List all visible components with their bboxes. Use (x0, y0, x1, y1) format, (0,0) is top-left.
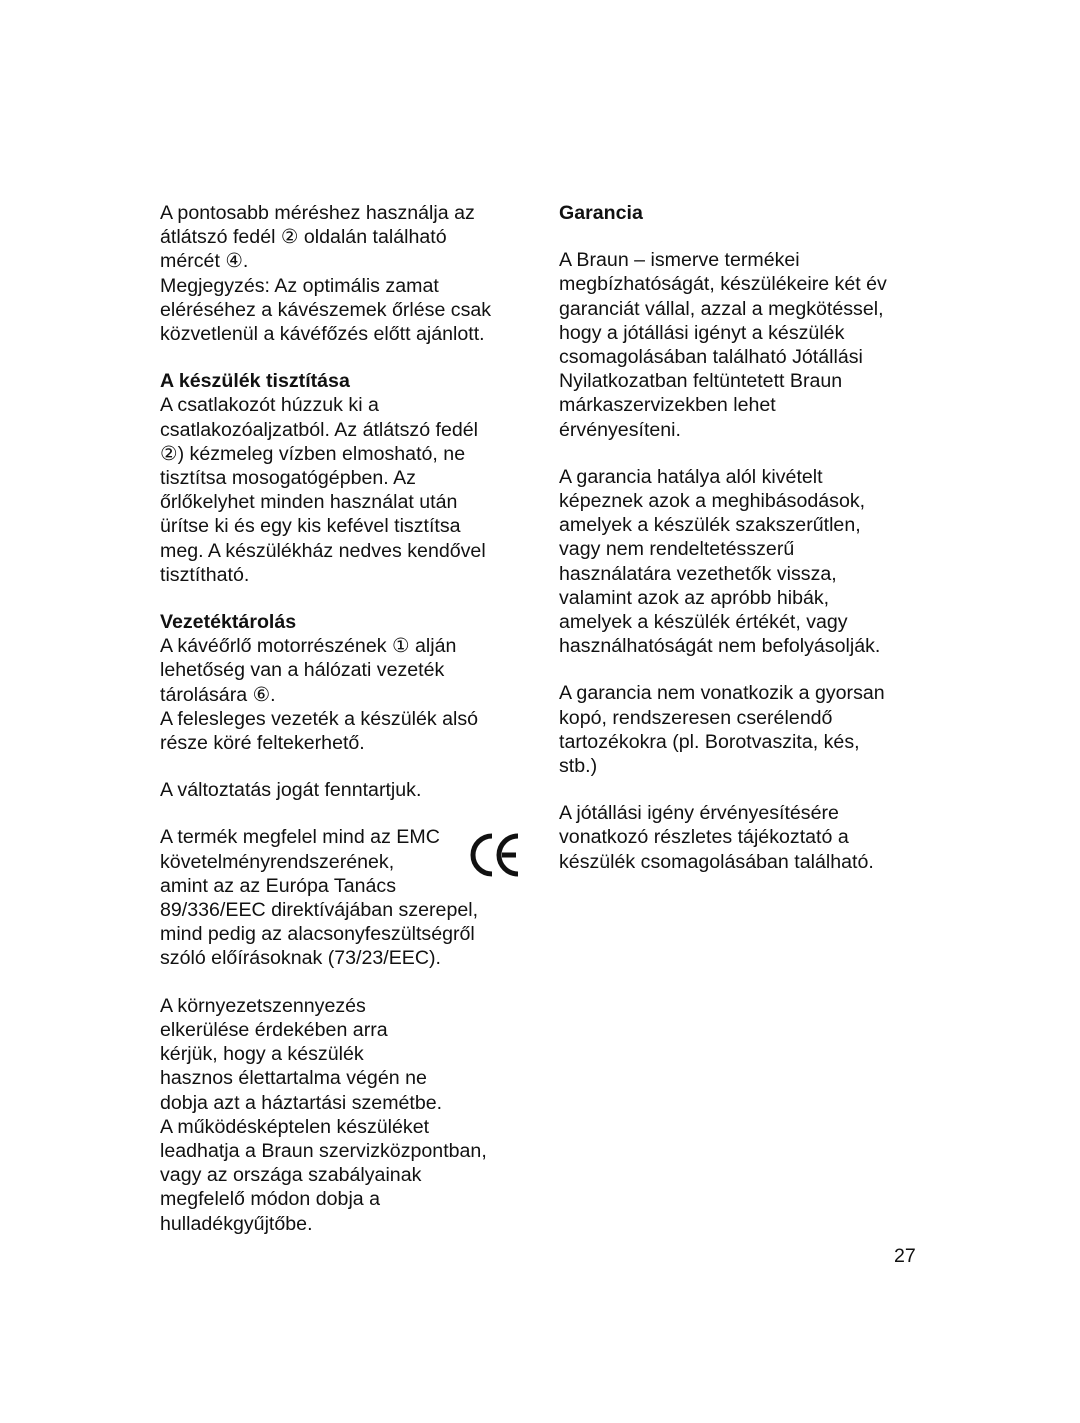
page-number: 27 (894, 1245, 916, 1267)
text-line: tartozékokra (pl. Borotvaszita, kés, (559, 730, 860, 753)
text-line: csatlakozóaljzatból. Az átlátszó fedél (160, 418, 479, 441)
spacer (160, 802, 525, 825)
spacer (160, 346, 525, 369)
cleaning-heading: A készülék tisztítása (160, 370, 350, 393)
text-line: ürítse ki és egy kis kefével tisztítsa (160, 515, 461, 538)
text-line: hasznos élettartalma végén ne (160, 1067, 427, 1090)
text-line: követelményrendszerének, (160, 850, 395, 873)
text-line: A termék megfelel mind az EMC (160, 826, 440, 849)
spacer (559, 658, 924, 681)
text-line: Nyilatkozatban feltüntetett Braun (559, 370, 843, 393)
cord-storage-section (160, 610, 525, 755)
warranty-heading: Garancia (559, 202, 643, 224)
text-line: meg. A készülékház nedves kendővel (160, 539, 486, 562)
text-line: A Braun – ismerve termékei (559, 249, 800, 272)
text-line: A csatlakozót húzzuk ki a (160, 394, 379, 417)
text-line: márkaszervizekben lehet (559, 394, 776, 417)
text-line: része köré feltekerhető. (160, 732, 365, 755)
warranty-paragraph-4 (559, 801, 924, 874)
text-line: A pontosabb méréshez használja az (160, 202, 475, 224)
text-line: szóló előírásoknak (73/23/EEC). (160, 947, 441, 970)
text-line: használhatóságát nem befolyásolják. (559, 635, 881, 658)
text-line: megbízhatóságát, készülékeire két év (559, 273, 887, 296)
text-line: készülék csomagolásában található. (559, 850, 874, 873)
text-line: tisztítható. (160, 563, 250, 586)
text-line: dobja azt a háztartási szemétbe. (160, 1091, 443, 1114)
text-line: kopó, rendszeresen cserélendő (559, 706, 833, 729)
left-column (160, 201, 525, 1236)
text-line: hulladékgyűjtőbe. (160, 1212, 313, 1235)
text-line: ②) kézmeleg vízben elmosható, ne (160, 442, 466, 465)
text-line: valamint azok az apróbb hibák, (559, 586, 830, 609)
right-column (559, 201, 924, 874)
spacer (559, 778, 924, 801)
text-line: amelyek a készülék értékét, vagy (559, 611, 848, 634)
text-line: vagy az országa szabályainak (160, 1164, 422, 1187)
text-line: 89/336/EEC direktívájában szerepel, (160, 899, 479, 922)
text-line: garanciát vállal, azzal a megkötéssel, (559, 297, 884, 320)
text-line: képeznek azok a meghibásodások, (559, 490, 866, 513)
text-line: A garancia nem vonatkozik a gyorsan (559, 682, 885, 705)
spacer (559, 225, 924, 248)
text-line: tisztítsa mosogatógépben. Az (160, 467, 416, 490)
warranty-paragraph-2 (559, 465, 924, 659)
spacer (160, 755, 525, 778)
intro-paragraph (160, 201, 525, 346)
text-line: elkerülése érdekében arra (160, 1018, 388, 1041)
text-line: megfelelő módon dobja a (160, 1188, 381, 1211)
text-line: használatára vezethetők vissza, (559, 562, 837, 585)
text-line: A jótállási igény érvényesítésére (559, 802, 839, 825)
text-line: közvetlenül a kávéfőzés előtt ajánlott. (160, 323, 485, 346)
spacer (160, 971, 525, 994)
text-line: eléréséhez a kávészemek őrlése csak (160, 298, 492, 321)
environment-paragraph (160, 994, 525, 1236)
text-line: Megjegyzés: Az optimális zamat (160, 274, 439, 297)
text-line: A változtatás jogát fenntartjuk. (160, 779, 422, 802)
cleaning-section (160, 369, 525, 587)
text-line: vonatkozó részletes tájékoztató a (559, 826, 849, 849)
text-line: amelyek a készülék szakszerűtlen, (559, 514, 861, 537)
text-line: A felesleges vezeték a készülék alsó (160, 707, 479, 730)
text-line: mércét ④. (160, 250, 249, 273)
text-line: stb.) (559, 755, 598, 778)
text-line: A környezetszennyezés (160, 994, 366, 1017)
text-line: A kávéőrlő motorrészének ① alján (160, 635, 457, 658)
spacer (559, 442, 924, 465)
text-line: csomagolásában található Jótállási (559, 346, 863, 369)
text-line: amint az az Európa Tanács (160, 874, 396, 897)
text-line: A működésképtelen készüléket (160, 1115, 430, 1138)
warranty-paragraph-1 (559, 248, 924, 442)
spacer (160, 587, 525, 610)
text-line: érvényesíteni. (559, 418, 681, 441)
text-line: A garancia hatálya alól kivételt (559, 465, 823, 488)
warranty-paragraph-3 (559, 681, 924, 778)
text-line: átlátszó fedél ② oldalán található (160, 226, 447, 249)
text-line: tárolására ⑥. (160, 683, 276, 706)
ce-mark-icon (468, 828, 522, 882)
changes-paragraph (160, 778, 525, 802)
text-line: leadhatja a Braun szervizközpontban, (160, 1139, 487, 1162)
text-line: kérjük, hogy a készülék (160, 1043, 364, 1066)
cord-storage-heading: Vezetéktárolás (160, 611, 297, 634)
text-line: mind pedig az alacsonyfeszültségről (160, 923, 475, 946)
text-line: lehetőség van a hálózati vezeték (160, 659, 445, 682)
text-line: őrlőkelyhet minden használat után (160, 491, 458, 514)
text-line: vagy nem rendeltetésszerű (559, 538, 795, 561)
text-line: hogy a jótállási igényt a készülék (559, 321, 845, 344)
